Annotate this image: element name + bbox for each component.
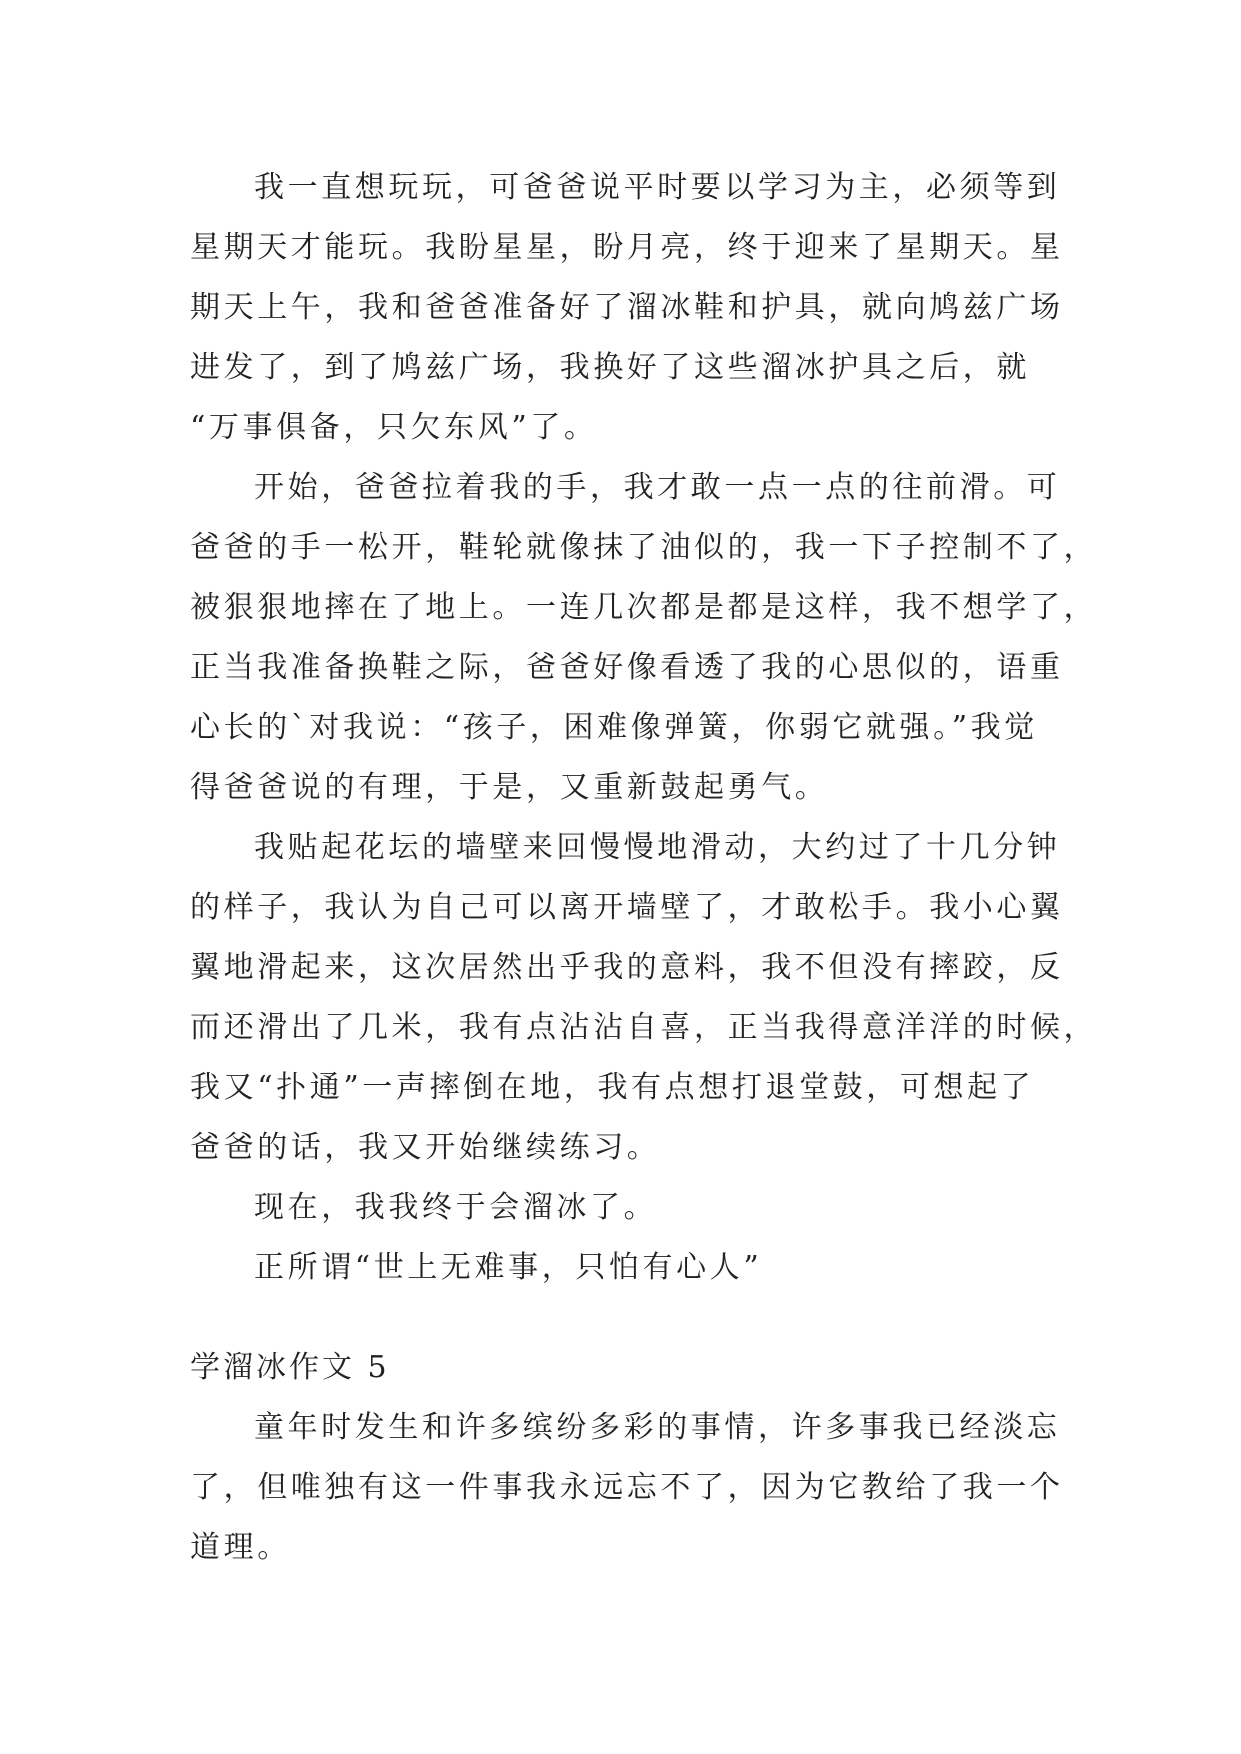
text-line: 得爸爸说的有理，于是，又重新鼓起勇气。 [190, 770, 829, 805]
text-line: 翼地滑起来，这次居然出乎我的意料，我不但没有摔跤，反 [190, 950, 1064, 985]
spacer [190, 1298, 1060, 1338]
text-line: 星期天才能玩。我盼星星，盼月亮，终于迎来了星期天。星 [190, 230, 1064, 265]
paragraph [190, 818, 1098, 1178]
text-line: 爸爸的话，我又开始继续练习。 [190, 1130, 661, 1165]
paragraph [190, 158, 1064, 458]
document-body [190, 158, 1098, 1578]
text-line: 心长的`对我说：“孩子，困难像弹簧，你弱它就强。”我觉 [190, 710, 1038, 745]
text-line: 开始，爸爸拉着我的手，我才敢一点一点的往前滑。可 [254, 470, 1061, 505]
text-line: 我又“扑通”一声摔倒在地，我有点想打退堂鼓，可想起了 [190, 1070, 1035, 1105]
text-line: 爸爸的手一松开，鞋轮就像抹了油似的，我一下子控制不了， [190, 530, 1098, 565]
text-line: 道理。 [190, 1530, 291, 1565]
paragraph [190, 458, 1098, 818]
section-heading: 学溜冰作文 5 [190, 1350, 390, 1385]
text-line: 而还滑出了几米，我有点沾沾自喜，正当我得意洋洋的时候， [190, 1010, 1098, 1045]
text-line: 被狠狠地摔在了地上。一连几次都是都是这样，我不想学了， [190, 590, 1098, 625]
text-line: 期天上午，我和爸爸准备好了溜冰鞋和护具，就向鸠兹广场 [190, 290, 1064, 325]
text-line: 了，但唯独有这一件事我永远忘不了，因为它教给了我一个 [190, 1470, 1064, 1505]
text-line: 童年时发生和许多缤纷多彩的事情，许多事我已经淡忘 [254, 1410, 1061, 1445]
text-line: 正当我准备换鞋之际，爸爸好像看透了我的心思似的，语重 [190, 650, 1064, 685]
text-line: 我贴起花坛的墙壁来回慢慢地滑动，大约过了十几分钟 [254, 830, 1061, 865]
text-line: 进发了，到了鸠兹广场，我换好了这些溜冰护具之后，就 [190, 350, 1030, 385]
paragraph: 现在，我我终于会溜冰了。 [254, 1190, 658, 1225]
paragraph: 正所谓“世上无难事，只怕有心人” [254, 1250, 763, 1285]
text-line: 的样子，我认为自己可以离开墙壁了，才敢松手。我小心翼 [190, 890, 1064, 925]
text-line: 我一直想玩玩，可爸爸说平时要以学习为主，必须等到 [254, 170, 1061, 205]
text-line: “万事俱备，只欠东风”了。 [190, 410, 598, 445]
paragraph [190, 1398, 1064, 1578]
